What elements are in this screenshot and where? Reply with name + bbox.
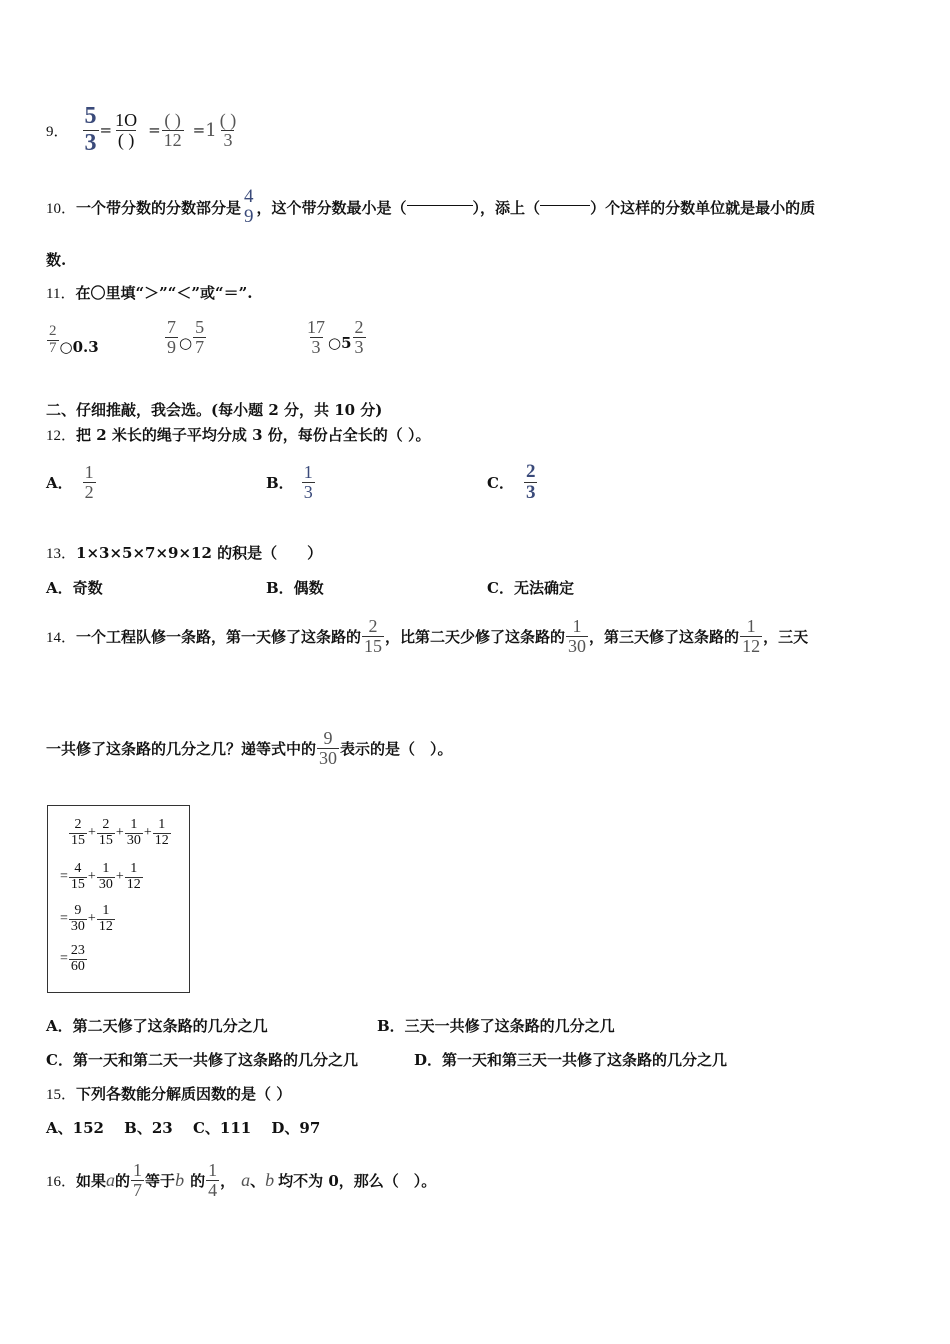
option-c[interactable]: C． $\frac{2}{3}$ — [487, 460, 536, 503]
calc-row: = $\frac{23}{60}$ — [60, 943, 85, 974]
option-b[interactable]: B．偶数 — [266, 579, 324, 597]
answer-blank[interactable] — [407, 205, 473, 206]
option-c[interactable]: C．第一天和第二天一共修了这条路的几分之几 — [46, 1051, 358, 1069]
question-9: 9． $\frac{5}{3}$ = $\frac{1O}{( )}$ = $\frac{( )}{12}$ = 1 $\frac{( )}{3}$ — [46, 103, 237, 156]
fraction: $\frac{2}{15}$ — [364, 615, 383, 656]
option-b[interactable]: B．三天一共修了这条路的几分之几 — [377, 1017, 615, 1035]
option-a[interactable]: A．奇数 — [46, 579, 103, 597]
calc-row: = $\frac{4}{15}$ + $\frac{1}{30}$ + $\frac{1}{12}$ — [60, 861, 141, 892]
fraction: $\frac{1}{12}$ — [742, 615, 761, 656]
option-a[interactable]: A．第二天修了这条路的几分之几 — [46, 1017, 268, 1035]
calc-row: = $\frac{9}{30}$ + $\frac{1}{12}$ — [60, 903, 113, 934]
fraction: $\frac{17}{3}$ — [307, 316, 325, 357]
fraction: $\frac{9}{30}$ — [319, 727, 338, 768]
fraction: $\frac{1}{30}$ — [568, 615, 587, 656]
question-15: 15．下列各数能分解质因数的是（ ） — [46, 1085, 292, 1103]
fraction: $\frac{7}{9}$ — [167, 316, 176, 357]
fraction: $\frac{1}{7}$ — [133, 1159, 143, 1200]
question-12: 12．把 2 米长的绳子平均分成 3 份，每份占全长的（ ）。 — [46, 426, 431, 444]
question-14: 14． 一个工程队修一条路，第一天修了这条路的 $\frac{2}{15}$ ，比第二天少修了这条路的 $\frac{1}{30}$ ，第三天修了这条路的 $\frac{1}{12}$ ，三天 — [46, 615, 809, 656]
fraction: $\frac{( )}{12}$ — [163, 109, 182, 150]
fraction: $\frac{5}{7}$ — [195, 316, 205, 357]
fraction: $\frac{1O}{( )}$ — [115, 109, 138, 150]
option-c[interactable]: C．无法确定 — [487, 579, 574, 597]
answer-blank[interactable] — [540, 205, 590, 206]
calculation-box — [47, 805, 190, 993]
fraction: 4 9 — [244, 186, 254, 227]
question-13: 13．1×3×5×7×9×12 的积是（ ） — [46, 544, 323, 562]
fraction: $\frac{5}{3}$ — [84, 103, 97, 156]
compare-item: $\frac{17}{3}$ ○5 $\frac{2}{3}$ — [307, 316, 364, 357]
option-a[interactable]: A． $\frac{1}{2}$ — [46, 461, 94, 502]
compare-item: $\frac{2}{7}$ ○0.3 — [49, 322, 99, 356]
fraction: $\frac{1}{3}$ — [303, 461, 313, 502]
options[interactable]: A、152 B、23 C、111 D、97 — [46, 1119, 321, 1137]
compare-item: $\frac{7}{9}$ ○ $\frac{5}{7}$ — [167, 316, 205, 357]
fraction: $\frac{2}{3}$ — [525, 460, 536, 503]
option-d[interactable]: D．第一天和第三天一共修了这条路的几分之几 — [414, 1051, 728, 1069]
question-10: 10． 一个带分数的分数部分是 4 9 ，这个带分数最小是（ ），添上（ ）个这样的分数单位就是最小的质 — [46, 186, 816, 227]
fraction: $\frac{1}{4}$ — [208, 1159, 218, 1200]
option-b[interactable]: B． $\frac{1}{3}$ — [266, 461, 313, 502]
calc-row: $\frac{2}{15}$ + $\frac{2}{15}$ + $\frac{1}{30}$ + $\frac{1}{12}$ — [71, 817, 169, 848]
fraction: $\frac{1}{2}$ — [84, 461, 94, 502]
fraction: $\frac{2}{3}$ — [354, 316, 364, 357]
section-title: 二、仔细推敲，我会选。(每小题 2 分，共 10 分) — [46, 401, 383, 419]
fraction: $\frac{2}{7}$ — [49, 322, 57, 356]
question-number: 9． — [46, 123, 69, 140]
question-16: 16． 如果 a 的 $\frac{1}{7}$ 等于 b 的 $\frac{1}{4}$ ， a 、 b 均不为 0，那么（ ）。 — [46, 1159, 437, 1200]
question-11: 11．在〇里填“＞”“＜”或“＝”. — [46, 284, 253, 302]
fraction: $\frac{( )}{3}$ — [219, 109, 237, 150]
question-14-cont: 一共修了这条路的几分之几？递等式中的 $\frac{9}{30}$ 表示的是（ ）。 — [46, 727, 453, 768]
